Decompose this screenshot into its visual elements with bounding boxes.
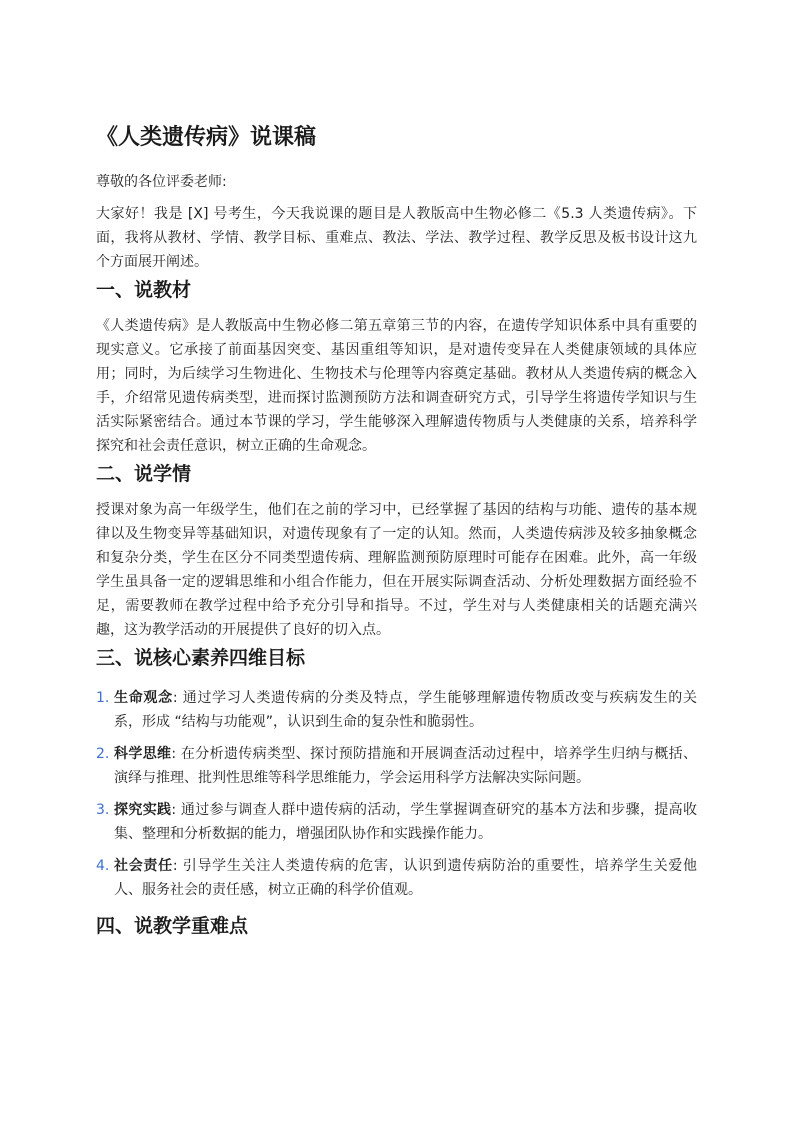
- goal-item-social-responsibility: [96, 854, 697, 902]
- goal-text: 引导学生关注人类遗传病的危害，认识到遗传病防治的重要性，培养学生关爱他人、服务社会的责任感，树立正确的科学价值观。: [114, 858, 698, 898]
- goal-separator: :: [171, 802, 177, 818]
- goal-separator: :: [172, 858, 178, 874]
- goal-term: 科学思维: [114, 746, 172, 762]
- list-number: 1.: [96, 690, 110, 706]
- list-number: 3.: [96, 802, 110, 818]
- goal-text: 在分析遗传病类型、探讨预防措施和开展调查活动过程中，培养学生归纳与概括、演绎与推理、批判性思维等科学思维能力，学会运用科学方法解决实际问题。: [114, 746, 698, 786]
- intro-paragraph: 大家好！我是 [X] 号考生，今天我说课的题目是人教版高中生物必修二《5.3 人类遗传病》。下面，我将从教材、学情、教学目标、重难点、教法、学法、教学过程、教学反思及板书设计这九个方面展开阐述。: [96, 206, 697, 270]
- goal-term: 生命观念: [114, 690, 173, 706]
- list-number: 2.: [96, 746, 110, 762]
- goal-item-inquiry-practice: [96, 798, 697, 846]
- page-title: 《人类遗传病》说课稿: [96, 125, 317, 150]
- section-heading-textbook: 一、说教材: [96, 279, 192, 301]
- section-heading-goals: 三、说核心素养四维目标: [96, 647, 306, 669]
- goal-separator: :: [171, 746, 177, 762]
- section-body-students: 授课对象为高一年级学生，他们在之前的学习中，已经掌握了基因的结构与功能、遗传的基本规律以及生物变异等基础知识，对遗传现象有了一定的认知。然而，人类遗传病涉及较多抽象概念和复杂分类，学生在区分不同类型遗传病、理解监测预防原理时可能存在困难。此外，高一年级学生虽具备一定的逻辑思维和小组合作能力，但在开展实际调查活动、分析处理数据方面经验不足，需要教师在教学过程中给予充分引导和指导。不过，学生对与人类健康相关的话题充满兴趣，这为教学活动的开展提供了良好的切入点。: [96, 502, 697, 638]
- goal-term: 探究实践: [114, 802, 172, 818]
- greeting: 尊敬的各位评委老师:: [96, 174, 227, 190]
- goal-text: 通过学习人类遗传病的分类及特点，学生能够理解遗传物质改变与疾病发生的关系，形成 “结构与功能观”，认识到生命的复杂性和脆弱性。: [114, 690, 698, 730]
- goal-term: 社会责任: [114, 858, 173, 874]
- goal-item-scientific-thinking: [96, 742, 697, 790]
- list-number: 4.: [96, 858, 110, 874]
- goal-item-life-concept: [96, 686, 697, 734]
- section-heading-students: 二、说学情: [96, 463, 192, 485]
- goal-separator: :: [172, 690, 178, 706]
- section-heading-keypoints: 四、说教学重难点: [96, 915, 249, 937]
- section-body-textbook: 《人类遗传病》是人教版高中生物必修二第五章第三节的内容，在遗传学知识体系中具有重要的现实意义。它承接了前面基因突变、基因重组等知识，是对遗传变异在人类健康领域的具体应用；同时，为后续学习生物进化、生物技术与伦理等内容奠定基础。教材从人类遗传病的概念入手，介绍常见遗传病类型，进而探讨监测预防方法和调查研究方式，引导学生将遗传学知识与生活实际紧密结合。通过本节课的学习，学生能够深入理解遗传物质与人类健康的关系，培养科学探究和社会责任意识，树立正确的生命观念。: [96, 318, 697, 454]
- goals-list: [96, 686, 697, 902]
- goal-text: 通过参与调查人群中遗传病的活动，学生掌握调查研究的基本方法和步骤，提高收集、整理和分析数据的能力，增强团队协作和实践操作能力。: [114, 802, 698, 842]
